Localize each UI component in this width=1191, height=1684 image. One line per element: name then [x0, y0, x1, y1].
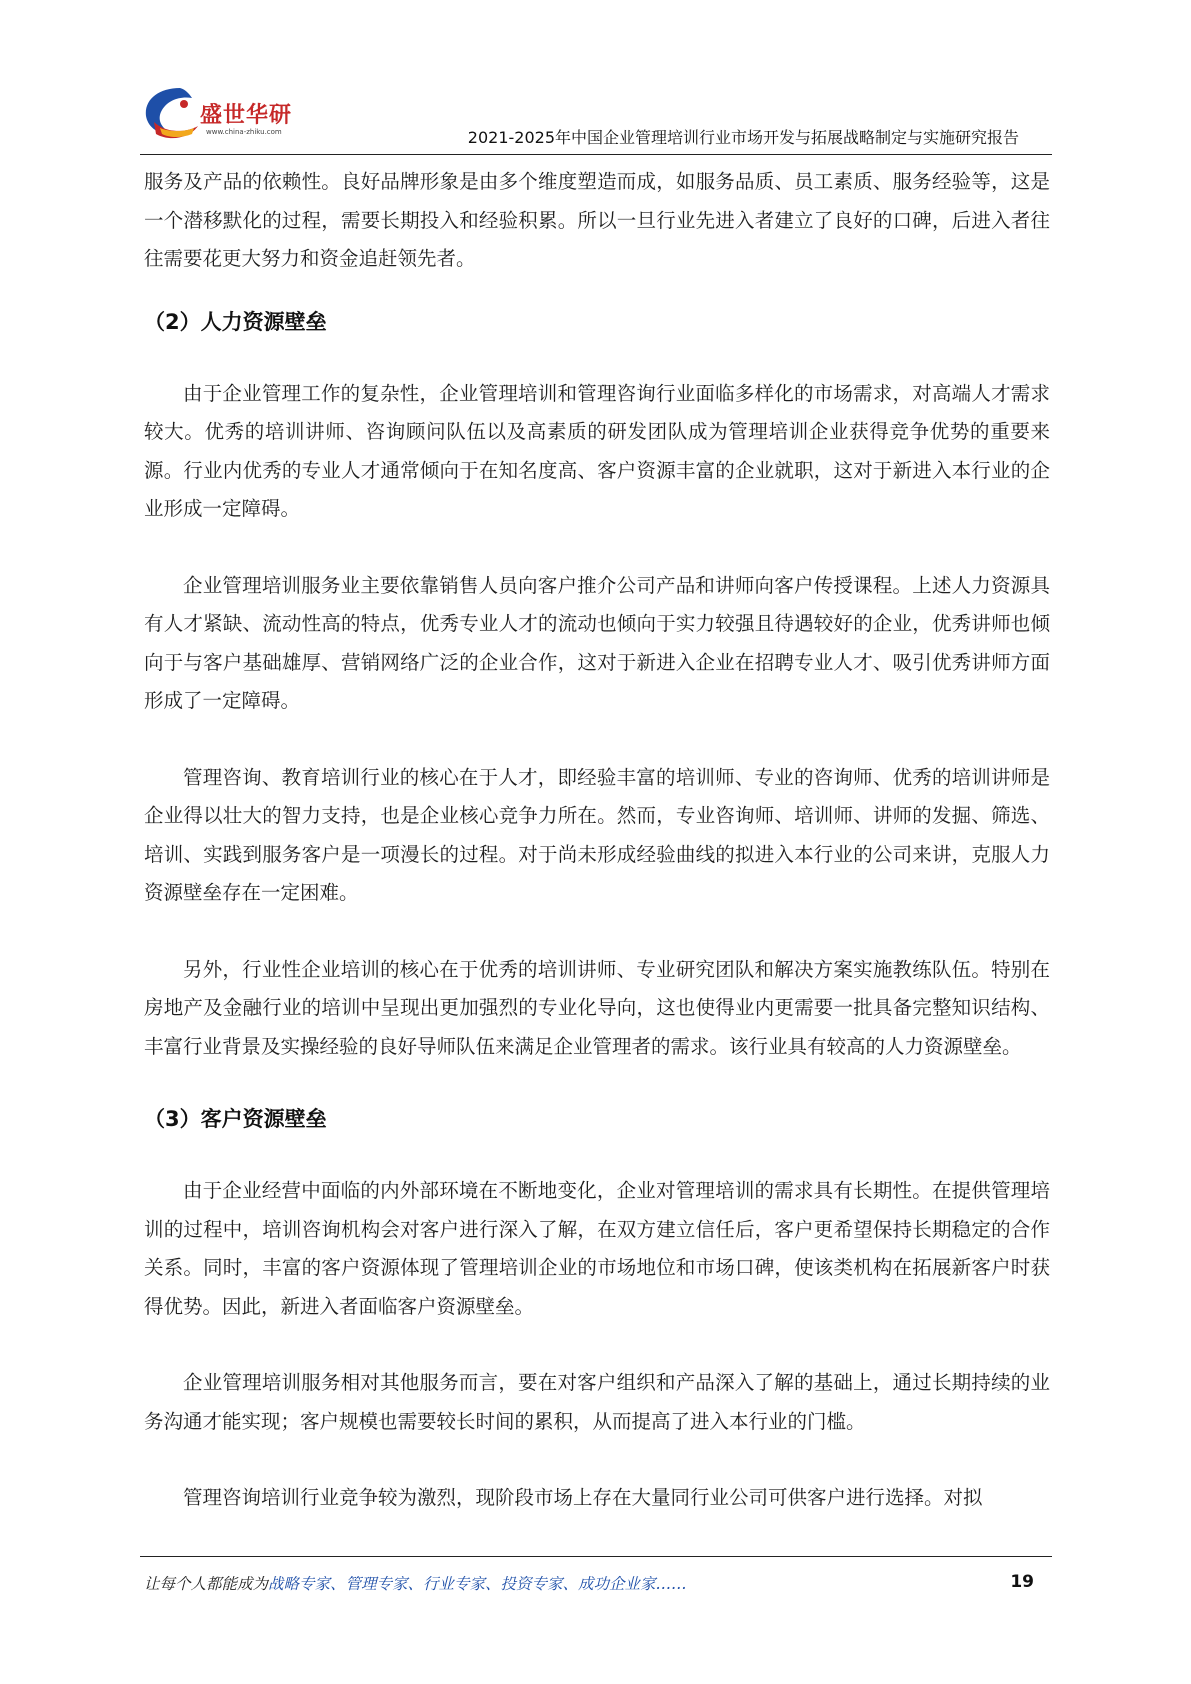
footer-slogan-roles: 战略专家、管理专家、行业专家、投资专家、成功企业家……: [268, 1575, 687, 1593]
logo-text: 盛世华研: [200, 103, 293, 128]
page-content: [144, 163, 1050, 1518]
report-title: 2021-2025年中国企业管理培训行业市场开发与拓展战略制定与实施研究报告: [467, 128, 1019, 147]
header-divider: [140, 154, 1052, 155]
footer-divider: [140, 1556, 1052, 1557]
footer-slogan-prefix: 让每个人都能成为: [144, 1575, 269, 1593]
section-title-customer-resources: （3）客户资源壁垒: [144, 1107, 327, 1131]
page-header: [0, 0, 1191, 160]
paragraph-continued: 服务及产品的依赖性。良好品牌形象是由多个维度塑造而成，如服务品质、员工素质、服务经验等，这是一个潜移默化的过程，需要长期投入和经验积累。所以一旦行业先进入者建立了良好的口碑，后进入者往往需要花更大努力和资金追赶领先者。: [144, 170, 1050, 270]
paragraph: 由于企业经营中面临的内外部环境在不断地变化，企业对管理培训的需求具有长期性。在提供管理培训的过程中，培训咨询机构会对客户进行深入了解，在双方建立信任后，客户更希望保持长期稳定的合作关系。同时，丰富的客户资源体现了管理培训企业的市场地位和市场口碑，使该类机构在拓展新客户时获得优势。因此，新进入者面临客户资源壁垒。: [144, 1179, 1050, 1318]
paragraph: 企业管理培训服务相对其他服务而言，要在对客户组织和产品深入了解的基础上，通过长期持续的业务沟通才能实现；客户规模也需要较长时间的累积，从而提高了进入本行业的门槛。: [144, 1371, 1050, 1433]
section-title-human-resources: （2）人力资源壁垒: [144, 309, 327, 334]
paragraph: 另外，行业性企业培训的核心在于优秀的培训讲师、专业研究团队和解决方案实施教练队伍。特别在房地产及金融行业的培训中呈现出更加强烈的专业化导向，这也使得业内更需要一批具备完整知识结构、丰富行业背景及实操经验的良好导师队伍来满足企业管理者的需求。该行业具有较高的人力资源壁垒。: [144, 957, 1050, 1058]
paragraph: 由于企业管理工作的复杂性，企业管理培训和管理咨询行业面临多样化的市场需求，对高端人才需求较大。优秀的培训讲师、咨询顾问队伍以及高素质的研发团队成为管理培训企业获得竞争优势的重要来源。行业内优秀的专业人才通常倾向于在知名度高、客户资源丰富的企业就职，这对于新进入本行业的企业形成一定障碍。: [144, 381, 1050, 520]
paragraph: 管理咨询、教育培训行业的核心在于人才，即经验丰富的培训师、专业的咨询师、优秀的培训讲师是企业得以壮大的智力支持，也是企业核心竞争力所在。然而，专业咨询师、培训师、讲师的发掘、筛选、培训、实践到服务客户是一项漫长的过程。对于尚未形成经验曲线的拟进入本行业的公司来讲，克服人力资源壁垒存在一定困难。: [144, 765, 1050, 904]
company-logo: [140, 82, 310, 148]
page-number: 19: [1010, 1572, 1034, 1592]
page-footer: [144, 1572, 1052, 1596]
paragraph: 管理咨询培训行业竞争较为激烈，现阶段市场上存在大量同行业公司可供客户进行选择。对拟: [183, 1486, 983, 1509]
logo-url: www.china-zhiku.com: [206, 128, 282, 136]
paragraph: 企业管理培训服务业主要依靠销售人员向客户推介公司产品和讲师向客户传授课程。上述人力资源具有人才紧缺、流动性高的特点，优秀专业人才的流动也倾向于实力较强且待遇较好的企业，优秀讲师也倾向于与客户基础雄厚、营销网络广泛的企业合作，这对于新进入企业在招聘专业人才、吸引优秀讲师方面形成了一定障碍。: [144, 573, 1050, 712]
